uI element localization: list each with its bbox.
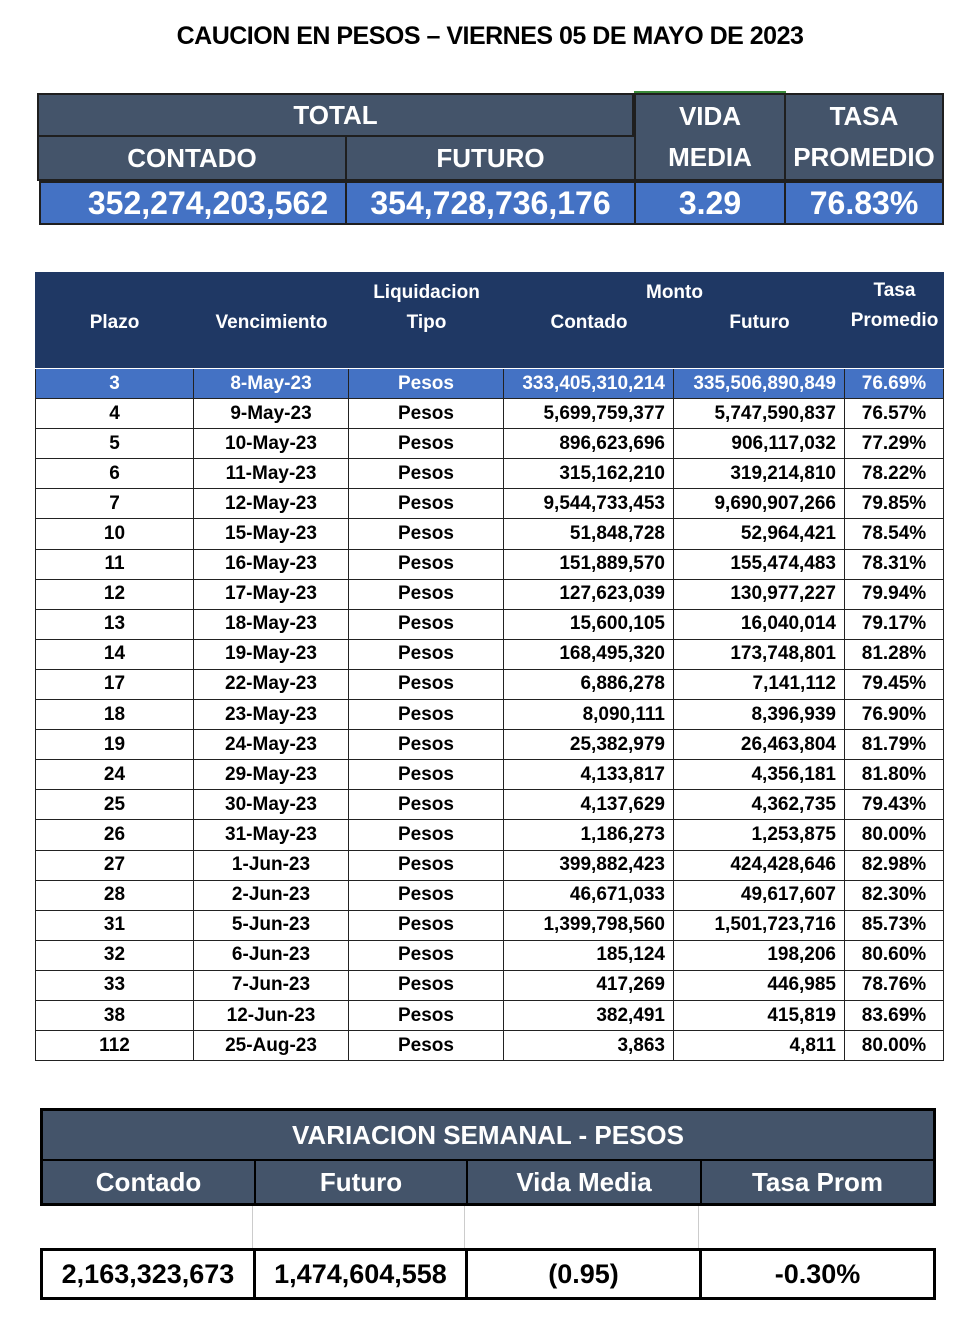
table-row — [35, 369, 944, 399]
tasa-promedio-value: 76.83% — [784, 181, 944, 225]
table-row — [35, 580, 944, 610]
cell-contado: 6,886,278 — [504, 670, 674, 699]
cell-tipo: Pesos — [349, 851, 504, 880]
cell-plazo: 5 — [35, 429, 194, 458]
cell-tipo: Pesos — [349, 881, 504, 910]
cell-contado: 51,848,728 — [504, 519, 674, 548]
cell-tasa: 80.00% — [845, 820, 944, 849]
header-liquidacion: Liquidacion — [373, 282, 480, 303]
cell-contado: 417,269 — [504, 971, 674, 1000]
cell-contado: 185,124 — [504, 941, 674, 970]
cell-vencimiento: 5-Jun-23 — [194, 911, 349, 940]
cell-tasa: 81.80% — [845, 760, 944, 789]
cell-plazo: 31 — [35, 911, 194, 940]
cell-tasa: 76.69% — [845, 369, 944, 398]
cell-tasa: 81.28% — [845, 640, 944, 669]
table-row — [35, 941, 944, 971]
cell-plazo: 18 — [35, 700, 194, 729]
cell-vencimiento: 30-May-23 — [194, 790, 349, 819]
header-vencimiento: Vencimiento — [215, 312, 328, 333]
cell-vencimiento: 31-May-23 — [194, 820, 349, 849]
table-row — [35, 519, 944, 549]
cell-tipo: Pesos — [349, 489, 504, 518]
cell-tipo: Pesos — [349, 700, 504, 729]
table-row — [35, 790, 944, 820]
cell-futuro: 5,747,590,837 — [674, 399, 845, 428]
table-row — [35, 730, 944, 760]
cell-tasa: 81.79% — [845, 730, 944, 759]
cell-futuro: 424,428,646 — [674, 851, 845, 880]
variation-header-vida-media: Vida Media — [468, 1161, 702, 1203]
cell-tipo: Pesos — [349, 640, 504, 669]
cell-vencimiento: 16-May-23 — [194, 550, 349, 579]
cell-tasa: 79.43% — [845, 790, 944, 819]
variation-header-futuro: Futuro — [256, 1161, 468, 1203]
cell-plazo: 14 — [35, 640, 194, 669]
header-futuro: Futuro — [729, 312, 790, 333]
cell-tipo: Pesos — [349, 730, 504, 759]
cell-vencimiento: 11-May-23 — [194, 459, 349, 488]
cell-vencimiento: 18-May-23 — [194, 610, 349, 639]
cell-plazo: 25 — [35, 790, 194, 819]
variation-contado-value: 2,163,323,673 — [43, 1251, 256, 1297]
cell-contado: 896,623,696 — [504, 429, 674, 458]
cell-tipo: Pesos — [349, 1001, 504, 1030]
cell-tasa: 78.76% — [845, 971, 944, 1000]
cell-tasa: 78.54% — [845, 519, 944, 548]
cell-contado: 168,495,320 — [504, 640, 674, 669]
cell-tipo: Pesos — [349, 971, 504, 1000]
cell-plazo: 28 — [35, 881, 194, 910]
cell-vencimiento: 2-Jun-23 — [194, 881, 349, 910]
cell-plazo: 13 — [35, 610, 194, 639]
detail-table-header — [35, 272, 944, 368]
cell-futuro: 173,748,801 — [674, 640, 845, 669]
cell-tasa: 79.17% — [845, 610, 944, 639]
cell-tasa: 77.29% — [845, 429, 944, 458]
cell-futuro: 4,362,735 — [674, 790, 845, 819]
cell-plazo: 112 — [35, 1031, 194, 1060]
cell-vencimiento: 25-Aug-23 — [194, 1031, 349, 1060]
cell-tipo: Pesos — [349, 519, 504, 548]
cell-contado: 151,889,570 — [504, 550, 674, 579]
detail-table-body — [35, 369, 944, 1061]
cell-contado: 399,882,423 — [504, 851, 674, 880]
cell-plazo: 24 — [35, 760, 194, 789]
table-row — [35, 760, 944, 790]
page-title: CAUCION EN PESOS – VIERNES 05 DE MAYO DE 2023 — [176, 22, 804, 50]
cell-vencimiento: 17-May-23 — [194, 580, 349, 609]
cell-futuro: 8,396,939 — [674, 700, 845, 729]
cell-tipo: Pesos — [349, 941, 504, 970]
cell-futuro: 16,040,014 — [674, 610, 845, 639]
table-row — [35, 971, 944, 1001]
header-tasa: Tasa — [873, 280, 916, 301]
table-row — [35, 459, 944, 489]
tasa-promedio-header — [784, 93, 944, 181]
cell-contado: 5,699,759,377 — [504, 399, 674, 428]
vida-label: VIDA — [678, 101, 742, 131]
cell-contado: 4,133,817 — [504, 760, 674, 789]
cell-tasa: 76.90% — [845, 700, 944, 729]
cell-contado: 46,671,033 — [504, 881, 674, 910]
cell-plazo: 26 — [35, 820, 194, 849]
cell-vencimiento: 19-May-23 — [194, 640, 349, 669]
cell-vencimiento: 10-May-23 — [194, 429, 349, 458]
cell-tipo: Pesos — [349, 369, 504, 398]
cell-tipo: Pesos — [349, 790, 504, 819]
cell-futuro: 446,985 — [674, 971, 845, 1000]
cell-futuro: 9,690,907,266 — [674, 489, 845, 518]
cell-tasa: 79.85% — [845, 489, 944, 518]
variation-header-contado: Contado — [43, 1161, 256, 1203]
table-row — [35, 1031, 944, 1061]
cell-futuro: 1,253,875 — [674, 820, 845, 849]
contado-header: CONTADO — [37, 135, 347, 181]
variation-table — [40, 1108, 936, 1300]
cell-contado: 315,162,210 — [504, 459, 674, 488]
cell-vencimiento: 24-May-23 — [194, 730, 349, 759]
promedio-label: PROMEDIO — [793, 142, 935, 172]
cell-futuro: 130,977,227 — [674, 580, 845, 609]
total-header: TOTAL — [37, 93, 634, 137]
cell-tasa: 76.57% — [845, 399, 944, 428]
media-label: MEDIA — [668, 142, 752, 172]
table-row — [35, 399, 944, 429]
cell-futuro: 1,501,723,716 — [674, 911, 845, 940]
cell-plazo: 10 — [35, 519, 194, 548]
cell-futuro: 52,964,421 — [674, 519, 845, 548]
summary-table — [37, 93, 944, 233]
cell-plazo: 32 — [35, 941, 194, 970]
cell-tasa: 80.60% — [845, 941, 944, 970]
cell-tasa: 79.45% — [845, 670, 944, 699]
contado-total-value: 352,274,203,562 — [39, 181, 347, 225]
cell-tipo: Pesos — [349, 550, 504, 579]
table-row — [35, 820, 944, 850]
variation-vida-media-value: (0.95) — [468, 1251, 702, 1297]
cell-contado: 4,137,629 — [504, 790, 674, 819]
variation-values-row — [40, 1248, 936, 1300]
cell-plazo: 12 — [35, 580, 194, 609]
table-row — [35, 851, 944, 881]
cell-plazo: 7 — [35, 489, 194, 518]
table-row — [35, 550, 944, 580]
variation-futuro-value: 1,474,604,558 — [256, 1251, 468, 1297]
cell-tasa: 78.22% — [845, 459, 944, 488]
table-row — [35, 1001, 944, 1031]
cell-futuro: 4,811 — [674, 1031, 845, 1060]
cell-plazo: 33 — [35, 971, 194, 1000]
cell-contado: 15,600,105 — [504, 610, 674, 639]
cell-tipo: Pesos — [349, 1031, 504, 1060]
cell-tipo: Pesos — [349, 459, 504, 488]
table-row — [35, 489, 944, 519]
cell-plazo: 11 — [35, 550, 194, 579]
cell-tipo: Pesos — [349, 670, 504, 699]
cell-tipo: Pesos — [349, 911, 504, 940]
cell-plazo: 3 — [35, 369, 194, 398]
cell-tipo: Pesos — [349, 580, 504, 609]
cell-plazo: 6 — [35, 459, 194, 488]
variation-spacer-row — [40, 1206, 936, 1248]
cell-vencimiento: 8-May-23 — [194, 369, 349, 398]
cell-tasa: 82.30% — [845, 881, 944, 910]
cell-tipo: Pesos — [349, 610, 504, 639]
cell-contado: 382,491 — [504, 1001, 674, 1030]
vida-media-header — [634, 93, 786, 181]
cell-plazo: 19 — [35, 730, 194, 759]
cell-plazo: 27 — [35, 851, 194, 880]
table-row — [35, 610, 944, 640]
cell-futuro: 49,617,607 — [674, 881, 845, 910]
table-row — [35, 911, 944, 941]
cell-contado: 127,623,039 — [504, 580, 674, 609]
vida-media-value: 3.29 — [634, 181, 786, 225]
table-row — [35, 670, 944, 700]
cell-tasa: 82.98% — [845, 851, 944, 880]
cell-vencimiento: 29-May-23 — [194, 760, 349, 789]
cell-tasa: 78.31% — [845, 550, 944, 579]
cell-contado: 1,399,798,560 — [504, 911, 674, 940]
header-promedio: Promedio — [850, 310, 939, 331]
table-row — [35, 700, 944, 730]
cell-futuro: 155,474,483 — [674, 550, 845, 579]
header-contado: Contado — [550, 312, 628, 333]
cell-vencimiento: 9-May-23 — [194, 399, 349, 428]
table-row — [35, 429, 944, 459]
cell-tipo: Pesos — [349, 429, 504, 458]
cell-tipo: Pesos — [349, 760, 504, 789]
cell-tasa: 79.94% — [845, 580, 944, 609]
header-tipo: Tipo — [406, 312, 447, 333]
variation-header-tasa-prom: Tasa Prom — [751, 1166, 883, 1197]
variation-tasa-prom-value: -0.30% — [774, 1258, 861, 1289]
cell-futuro: 335,506,890,849 — [674, 369, 845, 398]
cell-tasa: 80.00% — [845, 1031, 944, 1060]
cell-vencimiento: 12-Jun-23 — [194, 1001, 349, 1030]
cell-tipo: Pesos — [349, 820, 504, 849]
cell-plazo: 4 — [35, 399, 194, 428]
cell-futuro: 26,463,804 — [674, 730, 845, 759]
cell-contado: 3,863 — [504, 1031, 674, 1060]
cell-contado: 8,090,111 — [504, 700, 674, 729]
variation-title: VARIACION SEMANAL - PESOS — [40, 1108, 936, 1159]
cell-futuro: 4,356,181 — [674, 760, 845, 789]
cell-futuro: 415,819 — [674, 1001, 845, 1030]
cell-futuro: 906,117,032 — [674, 429, 845, 458]
cell-tasa: 83.69% — [845, 1001, 944, 1030]
table-row — [35, 881, 944, 911]
cell-tipo: Pesos — [349, 399, 504, 428]
cell-vencimiento: 15-May-23 — [194, 519, 349, 548]
cell-contado: 333,405,310,214 — [504, 369, 674, 398]
cell-futuro: 7,141,112 — [674, 670, 845, 699]
cell-contado: 25,382,979 — [504, 730, 674, 759]
cell-contado: 9,544,733,453 — [504, 489, 674, 518]
cell-futuro: 319,214,810 — [674, 459, 845, 488]
cell-vencimiento: 6-Jun-23 — [194, 941, 349, 970]
cell-tasa: 85.73% — [845, 911, 944, 940]
futuro-header: FUTURO — [345, 135, 636, 181]
header-plazo: Plazo — [89, 312, 140, 333]
cell-vencimiento: 12-May-23 — [194, 489, 349, 518]
cell-futuro: 198,206 — [674, 941, 845, 970]
cell-contado: 1,186,273 — [504, 820, 674, 849]
futuro-total-value: 354,728,736,176 — [345, 181, 636, 225]
cell-vencimiento: 23-May-23 — [194, 700, 349, 729]
cell-vencimiento: 7-Jun-23 — [194, 971, 349, 1000]
table-row — [35, 640, 944, 670]
cell-vencimiento: 22-May-23 — [194, 670, 349, 699]
variation-header-row — [40, 1159, 936, 1206]
cell-plazo: 38 — [35, 1001, 194, 1030]
header-monto: Monto — [646, 282, 703, 303]
cell-vencimiento: 1-Jun-23 — [194, 851, 349, 880]
tasa-label: TASA — [829, 101, 899, 131]
cell-plazo: 17 — [35, 670, 194, 699]
